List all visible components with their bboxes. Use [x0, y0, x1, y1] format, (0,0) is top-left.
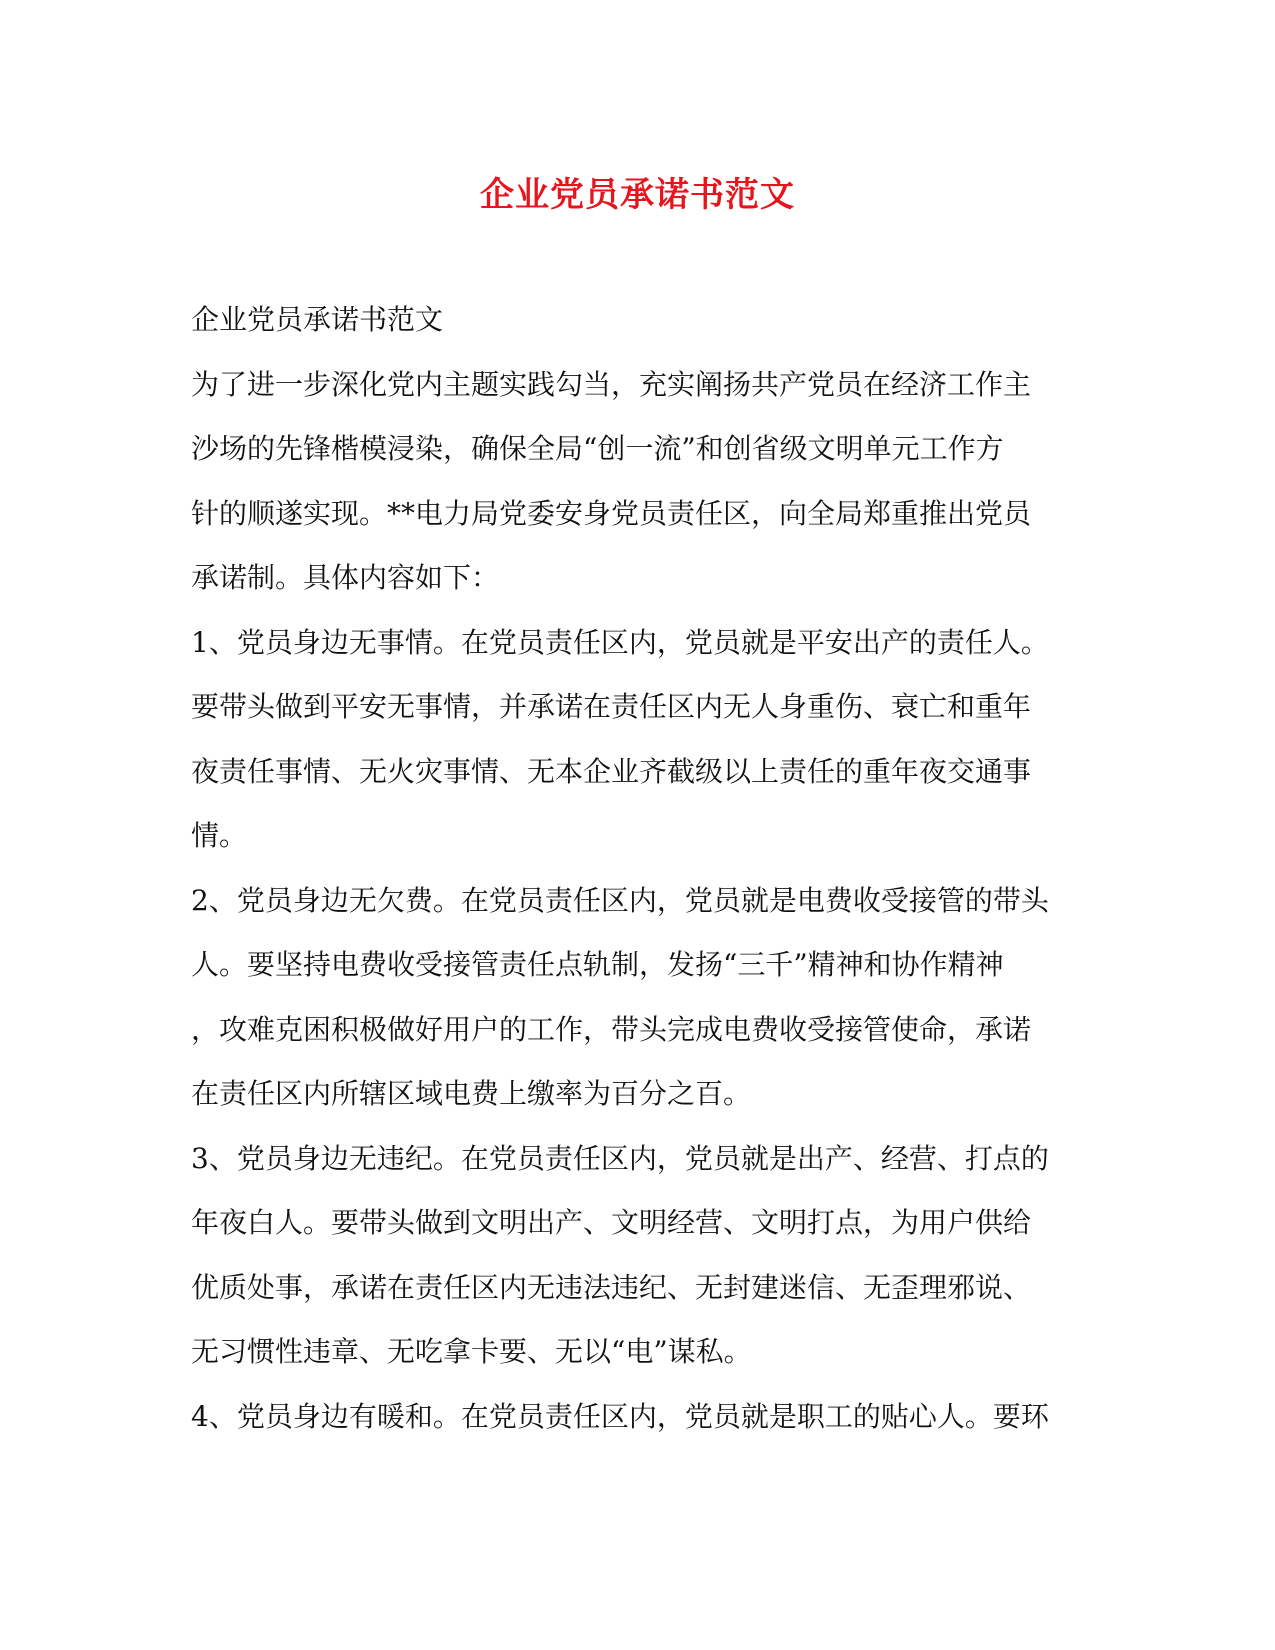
body-line: 1、党员身边无事情。在党员责任区内，党员就是平安出产的责任人。 — [191, 625, 1049, 659]
body-line: 3、党员身边无违纪。在党员责任区内，党员就是出产、经营、打点的 — [191, 1141, 1049, 1175]
body-line: 年夜白人。要带头做到文明出产、文明经营、文明打点，为用户供给 — [191, 1206, 1032, 1239]
body-line: 在责任区内所辖区域电费上缴率为百分之百。 — [191, 1077, 752, 1110]
body-line: 优质处事，承诺在责任区内无违法违纪、无封建迷信、无歪理邪说、 — [191, 1270, 1032, 1304]
document-title: 企业党员承诺书范文 — [480, 175, 795, 215]
body-line: 针的顺遂实现。**电力局党委安身党员责任区，向全局郑重推出党员 — [191, 496, 1032, 530]
body-line: 4、党员身边有暖和。在党员责任区内，党员就是职工的贴心人。要环 — [191, 1399, 1049, 1433]
body-line: 情。 — [191, 819, 248, 852]
body-line: 沙场的先锋楷模浸染，确保全局“创一流”和创省级文明单元工作方 — [191, 432, 1004, 465]
body-line: 为了进一步深化党内主题实践勾当，充实阐扬共产党员在经济工作主 — [191, 367, 1032, 401]
body-line: 无习惯性违章、无吃拿卡要、无以“电”谋私。 — [191, 1335, 752, 1368]
body-line: 企业党员承诺书范文 — [191, 303, 444, 336]
document-body — [191, 288, 1091, 1449]
body-line: 夜责任事情、无火灾事情、无本企业齐截级以上责任的重年夜交通事 — [191, 754, 1032, 788]
body-line: ，攻难克困积极做好用户的工作，带头完成电费收受接管使命，承诺 — [191, 1012, 1032, 1046]
body-line: 要带头做到平安无事情，并承诺在责任区内无人身重伤、衰亡和重年 — [191, 690, 1032, 723]
body-line: 人。要坚持电费收受接管责任点轨制，发扬“三千”精神和协作精神 — [191, 948, 1004, 981]
body-line: 2、党员身边无欠费。在党员责任区内，党员就是电费收受接管的带头 — [191, 883, 1049, 917]
body-line: 承诺制。具体内容如下： — [191, 561, 500, 594]
